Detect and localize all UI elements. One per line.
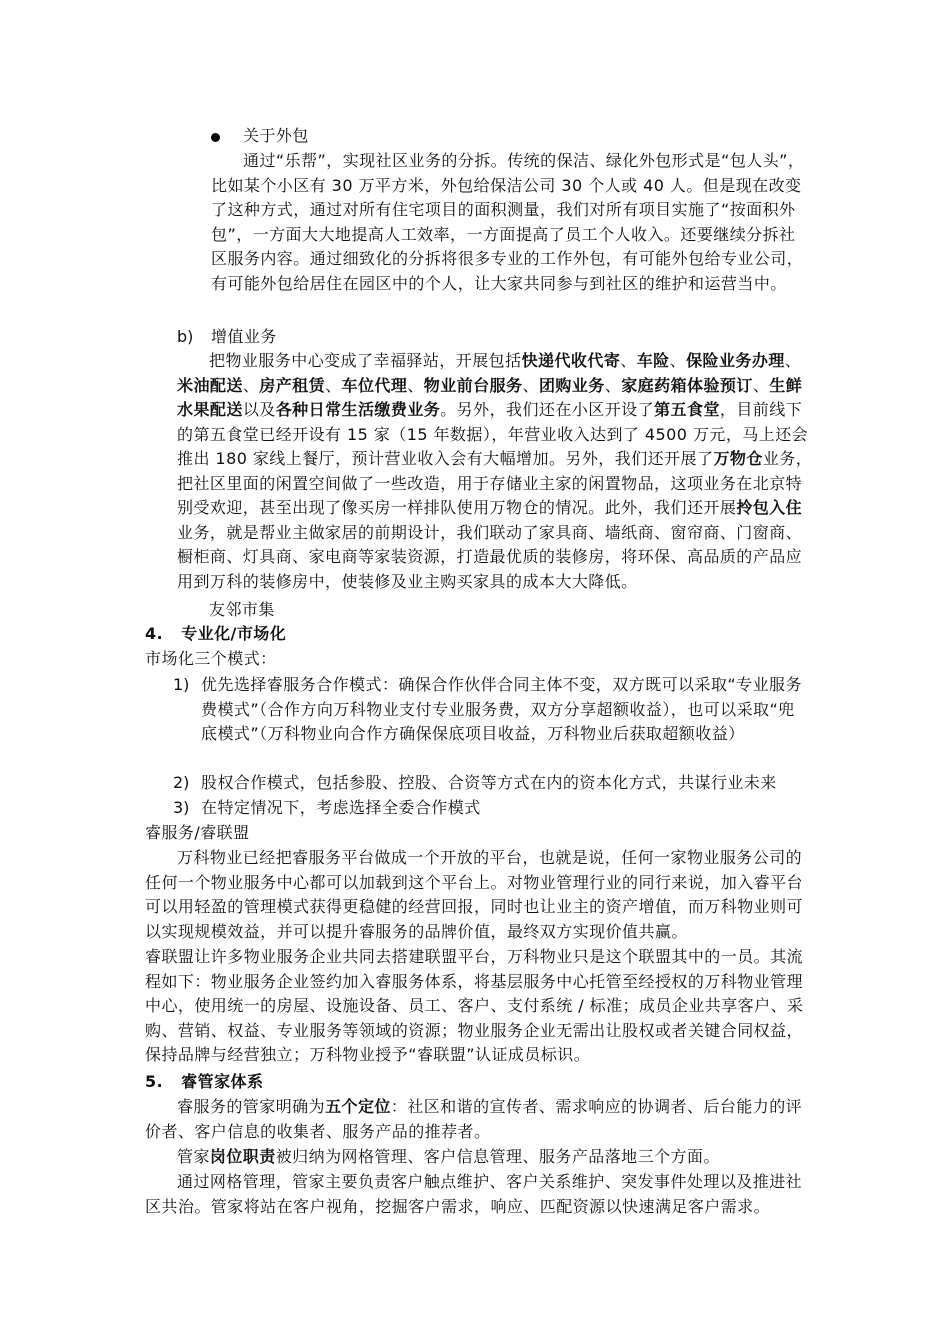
market-modes-subtitle: 市场化三个模式：	[145, 649, 277, 668]
market-label: 友邻市集	[209, 600, 275, 619]
value-added-title: 增值业务	[211, 327, 277, 346]
list-item-1: 优先选择睿服务合作模式：确保合作伙伴合同主体不变，双方既可以采取“专业服务费模式”（合作方向万科物业支付专业服务费，双方分享超额收益），也可以采取“兜底模式”（万科物业向合作方确保保底项目收益，万科物业后获取超额收益）	[201, 675, 802, 743]
list-marker-3: 3)	[173, 798, 190, 817]
list-item-2: 股权合作模式，包括参股、控股、合资等方式在内的资本化方式，共谋行业未来	[201, 773, 777, 792]
list-marker-b: b)	[177, 327, 194, 346]
grid-management-paragraph: 通过网格管理，管家主要负责客户触点维护、客户关系维护、突发事件处理以及推进社区共治。管家将站在客户视角，挖掘客户需求，响应、匹配资源以快速满足客户需求。	[145, 1172, 803, 1216]
list-marker-1: 1)	[173, 675, 190, 694]
butler-duties-paragraph: 管家岗位职责被归纳为网格管理、客户信息管理、服务产品落地三个方面。	[177, 1147, 720, 1166]
alliance-paragraph-1: 万科物业已经把睿服务平台做成一个开放的平台，也就是说，任何一家物业服务公司的任何一个物业服务中心都可以加载到这个平台上。对物业管理行业的同行来说，加入睿平台可以用轻盈的管理模式获得更稳健的经营回报，同时也让业主的资产增值，而万科物业则可以实现规模效益，并可以提升睿服务的品牌价值，最终双方实现价值共赢。	[145, 848, 804, 941]
value-added-paragraph: 把物业服务中心变成了幸福驿站，开展包括快递代收代寄、车险、保险业务办理、米油配送、房产租赁、车位代理、物业前台服务、团购业务、家庭药箱体验预订、生鲜水果配送以及各种日常生活缴费业务。另外，我们还在小区开设了第五食堂，目前线下的第五食堂已经开设有 15 家（15 年数据），年营业收入达到了 4500 万元，马上还会推出 180 家线上餐厅，预计营业收入会有大幅增加。另外，我们还开展了万物仓业务，把社区里面的闲置空间做了一些改造，用于存储业主家的闲置物品，这项业务在北京特别受欢迎，甚至出现了像买房一样排队使用万物仓的情况。此外，我们还开展拎包入住业务，就是帮业主做家居的前期设计，我们联动了家具商、墙纸商、窗帘商、门窗商、橱柜商、灯具商、家电商等家装资源，打造最优质的装修房，将环保、高品质的产品应用到万科的装修房中，使装修及业主购买家具的成本大大降低。	[177, 351, 813, 591]
alliance-title: 睿服务/睿联盟	[145, 823, 250, 842]
alliance-paragraph-2: 睿联盟让许多物业服务企业共同去搭建联盟平台，万科物业只是这个联盟其中的一员。其流程如下：物业服务企业签约加入睿服务体系，将基层服务中心托管至经授权的万科物业管理中心，使用统一的房屋、设施设备、员工、客户、支付系统 / 标准；成员企业共享客户、采购、营销、权益、专业服务等领域的资源；物业服务企业无需出让股权或者关键合同权益，保持品牌与经营独立；万科物业授予“睿联盟”认证成员标识。	[145, 947, 804, 1064]
outsourcing-title: 关于外包	[243, 126, 309, 145]
butler-positioning-paragraph: 睿服务的管家明确为五个定位：社区和谐的宣传者、需求响应的协调者、后台能力的评价者、客户信息的收集者、服务产品的推荐者。	[145, 1097, 803, 1141]
outsourcing-paragraph: 通过“乐帮”，实现社区业务的分拆。传统的保洁、绿化外包形式是“包人头”，比如某个小区有 30 万平方米，外包给保洁公司 30 个人或 40 人。但是现在改变了这种方式，通过对所有住宅项目的面积测量，我们对所有项目实施了“按面积外包”，一方面大大地提高人工效率，一方面提高了员工个人收入。还要继续分拆社区服务内容。通过细致化的分拆将很多专业的工作外包，有可能外包给专业公司，有可能外包给居住在园区中的个人，让大家共同参与到社区的维护和运营当中。	[211, 151, 805, 293]
list-item-3: 在特定情况下，考虑选择全委合作模式	[201, 798, 481, 817]
list-marker-2: 2)	[173, 773, 190, 792]
bullet-icon	[211, 133, 220, 142]
section-4-heading: 4. 专业化/市场化	[145, 624, 287, 643]
section-5-heading: 5. 睿管家体系	[145, 1072, 264, 1091]
